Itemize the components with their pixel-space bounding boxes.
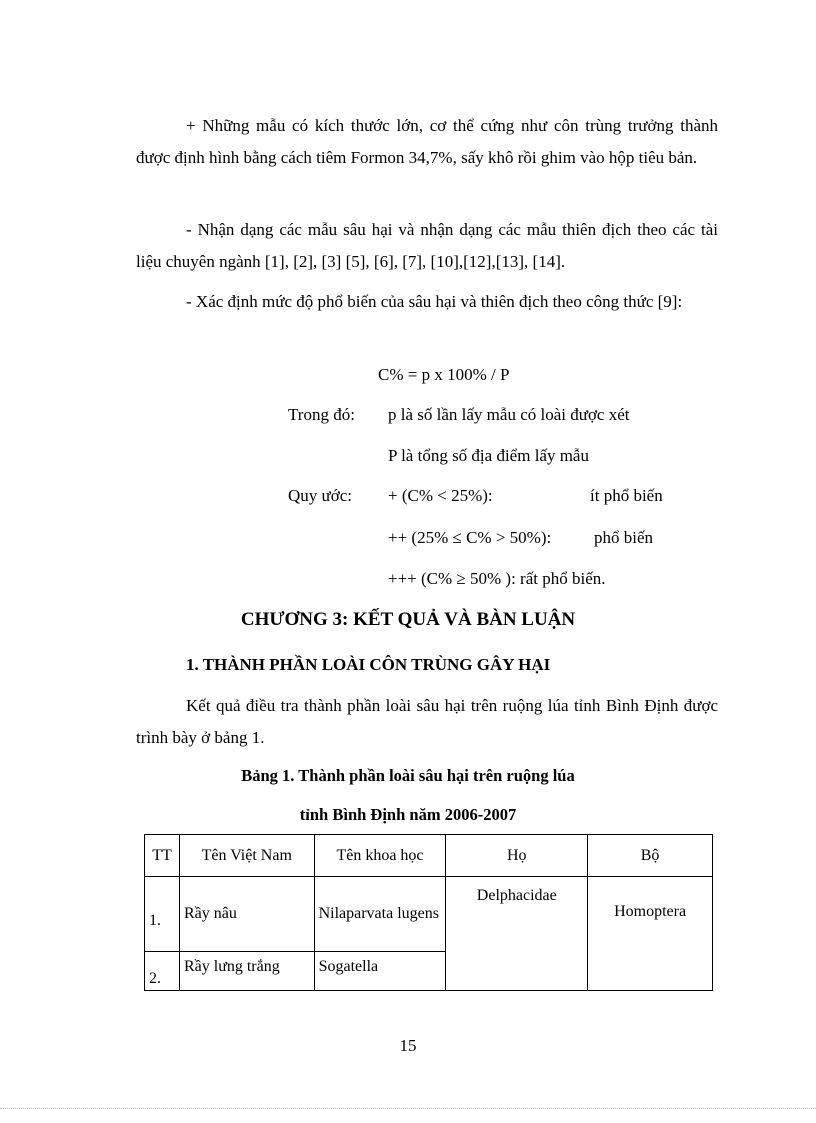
convention-rule-3: +++ (C% ≥ 50% ): rất phổ biến.: [388, 569, 606, 588]
chapter-title: CHƯƠNG 3: KẾT QUẢ VÀ BÀN LUẬN: [240, 609, 576, 630]
page-number: 15: [399, 1036, 417, 1055]
order-cell: Homoptera: [588, 877, 713, 991]
footer-divider: [0, 1108, 816, 1109]
header-scientific-name: Tên khoa học: [314, 835, 446, 877]
convention-rule-1-text: ít phổ biến: [590, 486, 663, 505]
row-1-vietnamese-name: Rầy nâu: [179, 877, 314, 952]
convention-rule-2-condition: ++ (25% ≤ C% > 50%):: [388, 528, 552, 547]
table-header-row: [145, 835, 713, 877]
paragraph-identification: - Nhận dạng các mẫu sâu hại và nhận dạng các mẫu thiên địch theo các tài liệu chuyên ngành [1], [2], [3] [5], [6], [7], [10],[12],[13], [14].: [136, 220, 718, 271]
row-1-tt: 1.: [145, 877, 180, 952]
header-family: Họ: [446, 835, 588, 877]
row-1-scientific-name: Nilaparvata lugens: [314, 877, 446, 952]
header-tt: TT: [145, 835, 180, 877]
formula-where-P: P là tổng số địa điểm lấy mẫu: [388, 446, 589, 465]
formula-where-p: p là số lần lấy mẫu có loài được xét: [388, 405, 630, 424]
row-2-tt: 2.: [145, 952, 180, 991]
header-order: Bộ: [588, 835, 713, 877]
table-caption-line-2: tỉnh Bình Định năm 2006-2007: [299, 805, 517, 824]
row-2-scientific-name: Sogatella: [314, 952, 446, 991]
table-row: [145, 877, 713, 952]
formula-where-label: Trong đó:: [288, 405, 355, 424]
convention-rule-2-text: phổ biến: [594, 528, 654, 547]
convention-rule-1-condition: + (C% < 25%):: [388, 486, 493, 505]
table-caption-line-1: Bảng 1. Thành phần loài sâu hại trên ruộng lúa: [241, 766, 575, 785]
header-vietnamese-name: Tên Việt Nam: [179, 835, 314, 877]
family-cell: Delphacidae: [446, 877, 588, 991]
species-table: [144, 834, 713, 991]
convention-label: Quy ước:: [288, 486, 352, 505]
paragraph-frequency-formula: - Xác định mức độ phổ biến của sâu hại và thiên địch theo công thức [9]:: [186, 292, 683, 311]
section-intro-paragraph: Kết quả điều tra thành phần loài sâu hại trên ruộng lúa tỉnh Bình Định được trình bày ở bảng 1.: [136, 696, 718, 747]
paragraph-specimen-preparation: + Những mẫu có kích thước lớn, cơ thể cứng như côn trùng trưởng thành được định hình bằng cách tiêm Formon 34,7%, sấy khô rồi ghim vào hộp tiêu bản.: [136, 116, 718, 167]
row-2-vietnamese-name: Rầy lưng trắng: [179, 952, 314, 991]
section-title: 1. THÀNH PHẦN LOÀI CÔN TRÙNG GÂY HẠI: [186, 655, 551, 674]
formula-equation: C% = p x 100% / P: [378, 365, 510, 384]
